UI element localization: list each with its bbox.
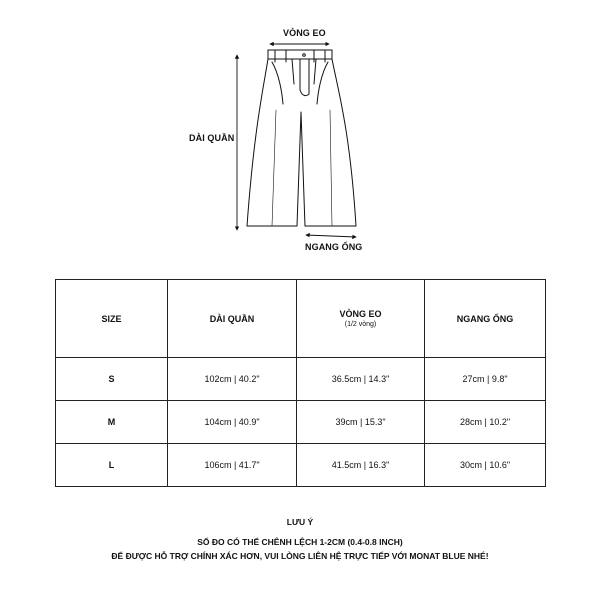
note-line-2: ĐỂ ĐƯỢC HỖ TRỢ CHÍNH XÁC HƠN, VUI LÒNG LIÊN HỆ TRỰC TIẾP VỚI MONAT BLUE NHÉ! <box>111 551 489 561</box>
pants-illustration <box>0 0 600 270</box>
size-cell: M <box>56 401 168 444</box>
length-cell: 106cm | 41.7" <box>168 444 297 487</box>
header-leg-opening: NGANG ỐNG <box>425 280 546 358</box>
note-line-1: SỐ ĐO CÓ THỂ CHÊNH LỆCH 1-2CM (0.4-0.8 INCH) <box>197 537 403 547</box>
leg-opening-label: NGANG ỐNG <box>305 242 363 252</box>
header-waist <box>297 280 425 358</box>
header-length: DÀI QUẦN <box>168 280 297 358</box>
waist-label: VÒNG EO <box>283 28 326 38</box>
table-header-row <box>56 280 546 358</box>
waist-cell: 39cm | 15.3" <box>297 401 425 444</box>
leg-opening-arrow <box>306 235 356 237</box>
header-size: SIZE <box>56 280 168 358</box>
note-title: LƯU Ý <box>286 517 314 527</box>
pants-diagram <box>0 0 600 270</box>
table-row <box>56 444 546 487</box>
leg-opening-cell: 27cm | 9.8" <box>425 358 546 401</box>
table-row <box>56 401 546 444</box>
length-cell: 102cm | 40.2" <box>168 358 297 401</box>
header-waist-note: (1/2 vòng) <box>344 321 377 329</box>
waist-cell: 36.5cm | 14.3" <box>297 358 425 401</box>
waist-cell: 41.5cm | 16.3" <box>297 444 425 487</box>
size-table <box>55 279 546 487</box>
leg-opening-cell: 28cm | 10.2" <box>425 401 546 444</box>
header-waist-label: VÒNG EO <box>339 309 382 320</box>
size-cell: S <box>56 358 168 401</box>
leg-opening-cell: 30cm | 10.6" <box>425 444 546 487</box>
length-label: DÀI QUẦN <box>189 133 235 143</box>
pants-outline <box>247 50 356 226</box>
size-cell: L <box>56 444 168 487</box>
table-row <box>56 358 546 401</box>
length-cell: 104cm | 40.9" <box>168 401 297 444</box>
